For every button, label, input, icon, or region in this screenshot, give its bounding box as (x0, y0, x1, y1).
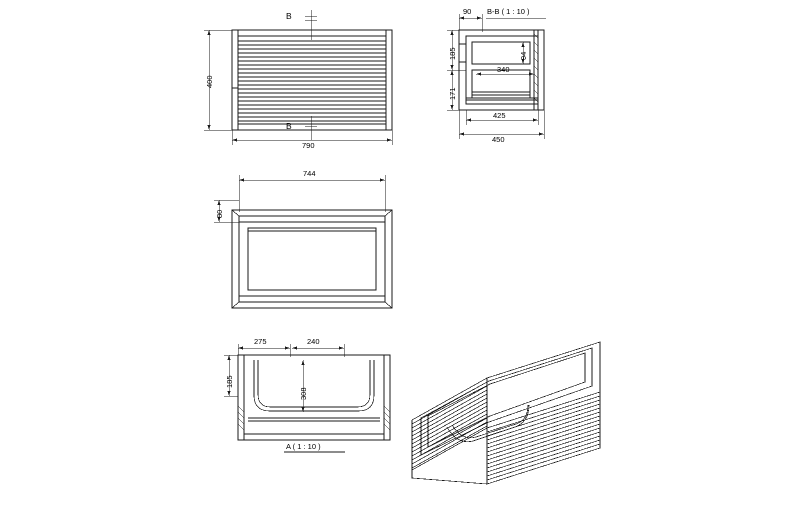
side-upper-height-dim-label: 185 (448, 47, 457, 60)
detail-inner-height-dim-label: 308 (299, 387, 308, 400)
section-mark-b-bottom-label: B (286, 121, 292, 131)
detail-a-dimensions (224, 344, 344, 412)
side-mid-width-dim-label: 425 (493, 111, 506, 120)
top-view-dimensions (214, 175, 385, 222)
side-top-dim-label: 90 (463, 7, 472, 16)
front-elevation-geometry (232, 30, 392, 130)
detail-inner-width-dim-label: 240 (307, 337, 320, 346)
front-height-dim-label: 400 (205, 75, 214, 88)
top-width-dim-label: 744 (303, 169, 316, 178)
side-inner-depth-dim-label: 340 (497, 65, 510, 74)
side-lower-height-dim-label: 171 (448, 87, 457, 100)
front-width-dim-label: 790 (302, 141, 315, 150)
detail-left-offset-dim-label: 275 (254, 337, 267, 346)
top-height-dim-label: 80 (215, 209, 224, 218)
detail-left-height-dim-label: 185 (225, 375, 234, 388)
detail-a-geometry (238, 355, 390, 452)
top-view-geometry (232, 210, 392, 308)
side-overall-width-dim-label: 450 (492, 135, 505, 144)
detail-a-title: A ( 1 : 10 ) (286, 442, 321, 451)
side-section-title: B-B ( 1 : 10 ) (487, 7, 530, 16)
isometric-geometry (412, 342, 600, 484)
side-inner-height-dim-label: 94 (519, 51, 528, 60)
side-section-dimensions (447, 14, 546, 139)
section-mark-b-top-label: B (286, 11, 292, 21)
